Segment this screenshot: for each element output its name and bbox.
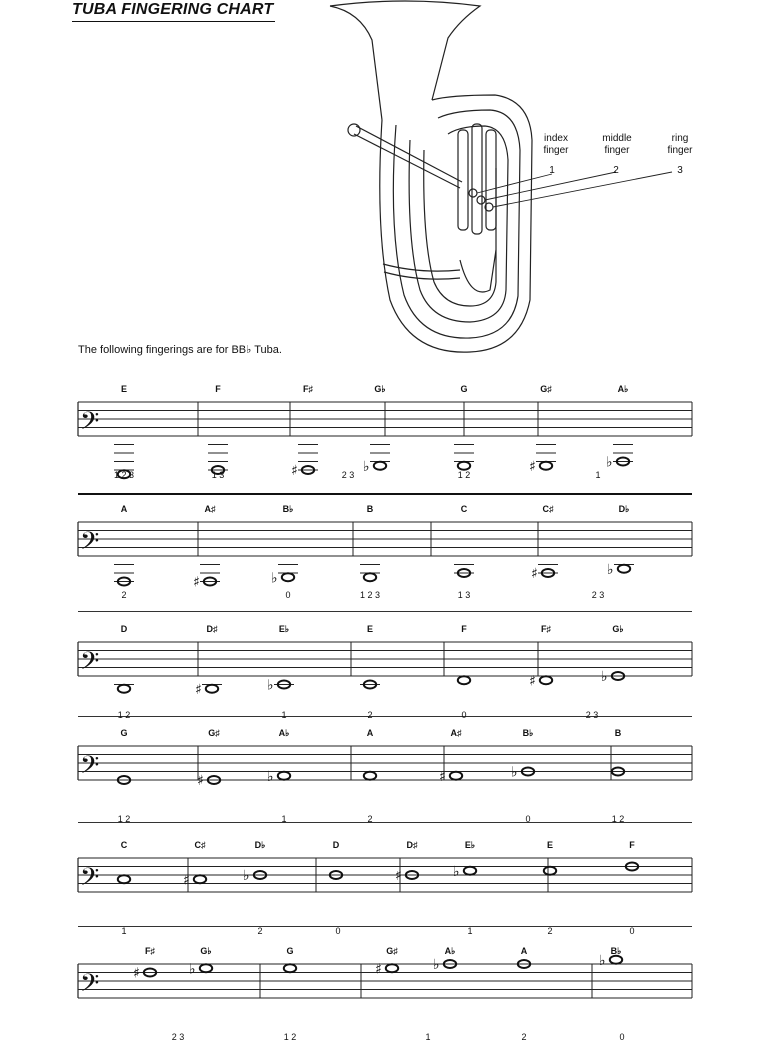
- ring-finger-label-2: finger: [667, 145, 693, 156]
- note-name: C: [120, 840, 128, 850]
- fingering-label: 1 2: [457, 470, 471, 480]
- sharp-icon: ♯: [193, 574, 200, 591]
- whole-note: [118, 875, 130, 883]
- sharp-icon: ♯: [197, 773, 204, 789]
- middle-finger-label: middle: [602, 133, 632, 144]
- note-name: G♯: [208, 728, 220, 738]
- middle-finger-number: 2: [613, 165, 619, 176]
- sharp-icon: ♯: [133, 965, 140, 982]
- sharp-icon: ♯: [531, 566, 538, 582]
- note-name: G: [286, 946, 294, 956]
- fingering-label: 0: [619, 1032, 625, 1042]
- whole-note: [364, 573, 376, 581]
- whole-note: [386, 964, 398, 972]
- note-name: B♭: [282, 504, 294, 514]
- flat-icon: ♭: [601, 669, 608, 685]
- note-name: C♯: [542, 504, 554, 514]
- note-name: A♯: [204, 504, 216, 514]
- note-name: F: [629, 840, 635, 850]
- whole-note: [364, 772, 376, 780]
- ring-finger-number: 3: [677, 165, 683, 176]
- sharp-icon: ♯: [529, 673, 536, 690]
- staff: [78, 500, 692, 620]
- fingering-label: 0: [525, 814, 531, 824]
- note-name: E: [120, 384, 128, 394]
- whole-note: [194, 875, 206, 883]
- note-name: E: [366, 624, 374, 634]
- flat-icon: ♭: [453, 863, 460, 880]
- note-name: F♯: [303, 384, 313, 394]
- flat-icon: ♭: [599, 952, 606, 969]
- fingering-label: 1 3: [211, 470, 225, 480]
- fingering-label: 2 3: [171, 1032, 185, 1042]
- note-name: B♭: [522, 728, 534, 738]
- whole-note: [284, 964, 296, 972]
- tuba-illustration: [320, 0, 720, 360]
- staff-system: [78, 724, 692, 844]
- whole-note: [540, 462, 552, 470]
- bass-clef-icon: 𝄢: [80, 407, 100, 442]
- fingering-label: 2 3: [591, 590, 605, 600]
- fingering-label: 1 3: [457, 590, 471, 600]
- sharp-icon: ♯: [529, 458, 536, 475]
- note-name: D♭: [254, 840, 266, 850]
- flat-icon: ♭: [189, 961, 196, 978]
- note-name: F: [461, 624, 467, 634]
- bass-clef-icon: 𝄢: [80, 647, 100, 682]
- note-name: E: [546, 840, 554, 850]
- note-name: A: [120, 504, 128, 514]
- whole-note: [540, 676, 552, 684]
- note-name: A♭: [444, 946, 456, 956]
- note-name: A♭: [278, 728, 290, 738]
- fingering-label: 1: [595, 470, 601, 480]
- intro-text: The following fingerings are for BB♭ Tuba.: [78, 344, 282, 356]
- fingering-label: 2 3: [585, 710, 599, 720]
- staff-system: [78, 836, 692, 956]
- staff: [78, 836, 692, 956]
- staff: [78, 380, 692, 500]
- whole-note: [118, 685, 130, 693]
- whole-note: [458, 676, 470, 684]
- note-name: G: [460, 384, 468, 394]
- fingering-label: 2: [121, 590, 127, 600]
- sharp-icon: ♯: [395, 868, 402, 884]
- fingering-label: 1 2: [117, 710, 131, 720]
- note-name: D♭: [618, 504, 630, 514]
- sharp-icon: ♯: [291, 463, 298, 479]
- bass-clef-icon: 𝄢: [80, 751, 100, 786]
- fingering-label: 1: [425, 1032, 431, 1042]
- fingering-label: 1: [467, 926, 473, 936]
- note-name: A: [520, 946, 528, 956]
- whole-note: [282, 573, 294, 581]
- note-name: A: [366, 728, 374, 738]
- fingering-label: 0: [461, 710, 467, 720]
- note-name: D♯: [406, 840, 418, 850]
- fingering-label: 2: [521, 1032, 527, 1042]
- flat-icon: ♭: [267, 677, 274, 694]
- whole-note: [374, 462, 386, 470]
- fingering-label: 0: [629, 926, 635, 936]
- note-name: F♯: [541, 624, 551, 634]
- fingering-label: 1 2: [283, 1032, 297, 1042]
- sharp-icon: ♯: [183, 872, 190, 889]
- flat-icon: ♭: [433, 957, 440, 973]
- fingering-label: 2 3: [341, 470, 355, 480]
- staff-system: [78, 500, 692, 620]
- fingering-label: 1 2 3: [359, 590, 381, 600]
- flat-icon: ♭: [363, 458, 370, 475]
- fingering-label: 2: [367, 710, 373, 720]
- flat-icon: ♭: [243, 868, 250, 884]
- ring-finger-label: ring: [671, 133, 689, 144]
- sharp-icon: ♯: [439, 768, 446, 785]
- index-finger-label: index: [544, 133, 568, 144]
- fingering-label: 2: [547, 926, 553, 936]
- note-name: C: [460, 504, 468, 514]
- note-name: E♭: [464, 840, 476, 850]
- index-finger-number: 1: [549, 165, 555, 176]
- fingering-label: 2: [367, 814, 373, 824]
- flat-icon: ♭: [606, 454, 613, 471]
- middle-finger-label-2: finger: [604, 145, 630, 156]
- note-name: D: [332, 840, 340, 850]
- fingering-label: 0: [335, 926, 341, 936]
- note-name: B♭: [610, 946, 622, 956]
- staff-system: [78, 942, 692, 1062]
- fingering-label: 1 2: [611, 814, 625, 824]
- note-name: B: [366, 504, 374, 514]
- fingering-label: 1: [121, 926, 127, 936]
- fingering-label: 2: [257, 926, 263, 936]
- note-name: G: [120, 728, 128, 738]
- note-name: C♯: [194, 840, 206, 850]
- fingering-label: 1: [281, 814, 287, 824]
- note-name: G♯: [386, 946, 398, 956]
- note-name: A♯: [450, 728, 462, 738]
- bass-clef-icon: 𝄢: [80, 527, 100, 562]
- whole-note: [200, 964, 212, 972]
- whole-note: [618, 565, 630, 573]
- flat-icon: ♭: [267, 768, 274, 785]
- note-name: E♭: [278, 624, 290, 634]
- staff: [78, 942, 692, 1062]
- whole-note: [544, 867, 556, 875]
- note-name: G♭: [200, 946, 212, 956]
- staff-system: [78, 620, 692, 740]
- note-name: D♯: [206, 624, 218, 634]
- note-name: D: [120, 624, 128, 634]
- index-finger-label-2: finger: [543, 145, 569, 156]
- whole-note: [458, 462, 470, 470]
- note-name: G♭: [374, 384, 386, 394]
- sharp-icon: ♯: [195, 681, 202, 698]
- flat-icon: ♭: [271, 570, 278, 587]
- note-name: G♭: [612, 624, 624, 634]
- fingering-label: 1 2 3: [113, 470, 135, 480]
- flat-icon: ♭: [511, 764, 518, 781]
- bass-clef-icon: 𝄢: [80, 863, 100, 898]
- note-name: F♯: [145, 946, 155, 956]
- staff: [78, 620, 692, 740]
- bass-clef-icon: 𝄢: [80, 969, 100, 1004]
- whole-note: [464, 867, 476, 875]
- flat-icon: ♭: [607, 561, 614, 578]
- note-name: G♯: [540, 384, 552, 394]
- staff-system: [78, 380, 692, 500]
- fingering-label: 0: [285, 590, 291, 600]
- whole-note: [206, 685, 218, 693]
- note-name: A♭: [617, 384, 629, 394]
- fingering-label: 1 2: [117, 814, 131, 824]
- whole-note: [450, 772, 462, 780]
- note-name: B: [614, 728, 622, 738]
- note-name: F: [215, 384, 221, 394]
- sharp-icon: ♯: [375, 961, 382, 978]
- whole-note: [278, 772, 290, 780]
- page-title: TUBA FINGERING CHART: [72, 0, 275, 22]
- staff: [78, 724, 692, 844]
- fingering-label: 1: [281, 710, 287, 720]
